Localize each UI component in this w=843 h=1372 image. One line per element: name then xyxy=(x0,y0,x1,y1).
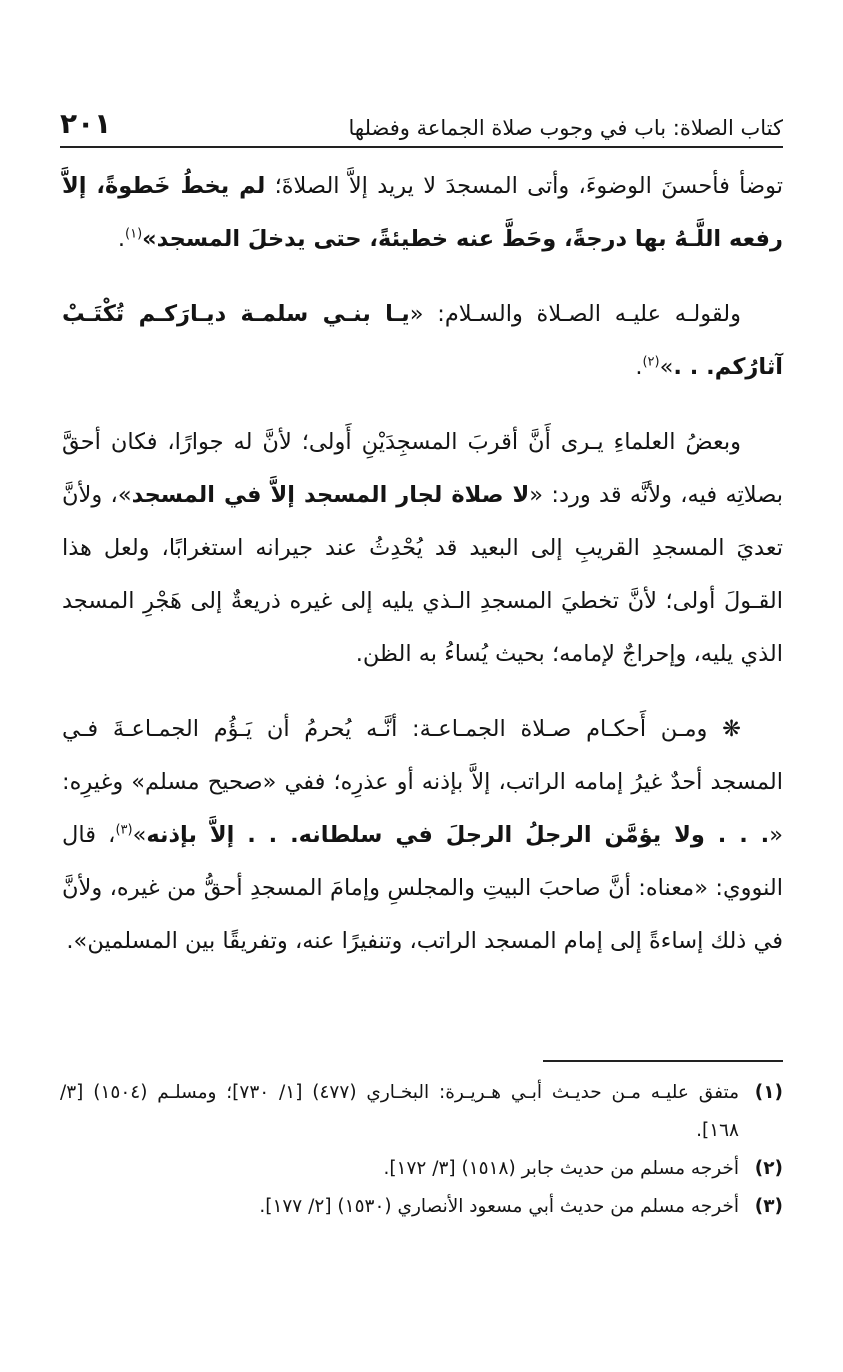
paragraph-3 xyxy=(62,416,783,681)
paragraph-1 xyxy=(62,160,783,266)
hadith-quote-4: . . . ولا يؤمَّن الرجلُ الرجلَ في سلطانه. . . إلاَّ بإذنه xyxy=(146,822,770,848)
paragraph-2 xyxy=(62,288,783,394)
paragraph-1-text: توضأ فأحسنَ الوضوءَ، وأتى المسجدَ لا يريد إلاَّ الصلاةَ؛ xyxy=(265,173,783,199)
footnote-3 xyxy=(60,1188,783,1226)
footnotes xyxy=(60,1074,783,1226)
footnote-number: (٢) xyxy=(754,1158,783,1179)
paragraph-3-text: وبعضُ العلماءِ يـرى أَنَّ أقربَ المسجِدَيْنِ أَولى؛ لأنَّ له جوارًا، فكان أحقَّ بصلاتِه فيه، ولأنَّه قد ورد: « xyxy=(62,429,783,508)
footnote-text: أخرجه مسلم من حديث جابر (١٥١٨) [٣/ ١٧٢]. xyxy=(383,1158,739,1179)
page-number: ٢٠١ xyxy=(60,107,112,140)
paragraph-2-close-quote: » xyxy=(659,354,674,380)
footnote-text: أخرجه مسلم من حديث أبي مسعود الأنصاري (١٥٣٠) [٢/ ١٧٧]. xyxy=(259,1196,739,1217)
paragraph-4-text: ومـن أَحكـام صـلاة الجمـاعـة: أنَّـه يُحرمُ أن يَـؤُم الجمـاعـةَ فـي المسجد أحدٌ غيرُ إمامه الراتب، إلاَّ بإذنه أو عذرِه؛ ففي «صحيح مسلم» وغيرِه: « xyxy=(62,716,783,848)
header-rule xyxy=(60,146,783,148)
footnote-2 xyxy=(60,1150,783,1188)
footnote-number: (٣) xyxy=(754,1196,783,1217)
footnote-text: متفق عليـه مـن حديـث أبـي هـريـرة: البخـاري (٤٧٧) [١/ ٧٣٠]؛ ومسلـم (١٥٠٤) [٣/ ١٦٨]. xyxy=(60,1082,739,1141)
page-header xyxy=(60,100,783,148)
footnote-separator xyxy=(543,1060,783,1062)
paragraph-1-end: . xyxy=(117,226,125,252)
paragraph-4 xyxy=(62,703,783,968)
paragraph-3-text-cont: »، ولأنَّ تعديَ المسجدِ القريبِ إلى البعيد قد يُحْدِثُ عند جيرانه استغرابًا، ولعل هذا القـولَ أولى؛ لأنَّ تخطيَ المسجدِ الـذي يليه إلى غيره ذريعةٌ إلى هَجْرِ المسجد الذي يليه، وإحراجٌ لإمامه؛ بحيث يُساءُ به الظن. xyxy=(62,482,783,667)
paragraph-2-end: . xyxy=(635,354,643,380)
main-text xyxy=(62,160,783,990)
footnote-ref-3[interactable]: (٣) xyxy=(115,822,133,838)
asterisk-icon: ❋ xyxy=(722,716,741,742)
hadith-quote-3: لا صلاة لجار المسجد إلاَّ في المسجد xyxy=(131,482,530,508)
footnote-number: (١) xyxy=(754,1082,783,1103)
paragraph-2-text: ولقولـه عليـه الصـلاة والسـلام: « xyxy=(409,301,741,327)
footnote-ref-1[interactable]: (١) xyxy=(125,226,143,242)
hadith-quote-2: يـا بنـي سلمـة ديـارَكـم تُكْتَـبْ آثارُكم. . . xyxy=(62,301,783,380)
running-head: كتاب الصلاة: باب في وجوب صلاة الجماعة وفضلها xyxy=(348,116,783,140)
paragraph-4-text-cont: ، قال النووي: «معناه: أنَّ صاحبَ البيتِ والمجلسِ وإمامَ المسجدِ أحقُّ من غيره، ولأنَّ في ذلك إساءةً إلى إمام المسجد الراتب، وتنفيرًا عنه، وتفريقًا بين المسلمين». xyxy=(62,822,783,954)
hadith-quote-1: لم يخطُ خَطوةً، إلاَّ رفعه اللَّـهُ بها درجةً، وحَطَّ عنه خطيئةً، حتى يدخلَ المسجد» xyxy=(62,173,783,252)
footnote-ref-2[interactable]: (٢) xyxy=(642,354,660,370)
paragraph-4-close-quote: » xyxy=(132,822,147,848)
footnote-1 xyxy=(60,1074,783,1150)
